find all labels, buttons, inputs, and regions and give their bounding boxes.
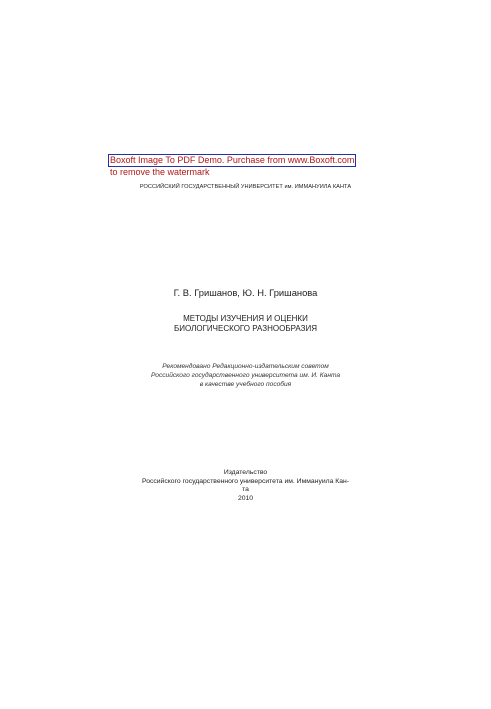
publisher-line-2: Российского государственного университета им. Иммануила Кан- (141, 477, 350, 485)
recommendation-note (0, 362, 491, 389)
authors: Г. В. Гришанов, Ю. Н. Гришанова (173, 287, 318, 298)
watermark-link-text[interactable]: Boxoft Image To PDF Demo. Purchase from www.Boxoft.com (110, 155, 355, 165)
watermark (108, 154, 356, 178)
university-name: РОССИЙСКИЙ ГОСУДАРСТВЕННЫЙ УНИВЕРСИТЕТ им. ИММАНУИЛА КАНТА (139, 184, 352, 190)
book-title (0, 314, 491, 334)
publisher-line-1: Издательство (223, 469, 268, 476)
book-title-line-1: МЕТОДЫ ИЗУЧЕНИЯ И ОЦЕНКИ (183, 314, 308, 323)
book-title-line-2: БИОЛОГИЧЕСКОГО РАЗНООБРАЗИЯ (173, 324, 317, 333)
watermark-note: to remove the watermark (110, 167, 210, 177)
recommendation-line-3: в качестве учебного пособия (199, 381, 292, 388)
recommendation-line-2: Российского государственного университета им. И. Канта (150, 372, 341, 379)
publication-year: 2010 (237, 494, 254, 502)
recommendation-line-1: Рекомендовано Редакционно-издательским советом (162, 363, 329, 370)
publisher-block (0, 469, 491, 503)
publisher-line-3: та (242, 486, 249, 494)
